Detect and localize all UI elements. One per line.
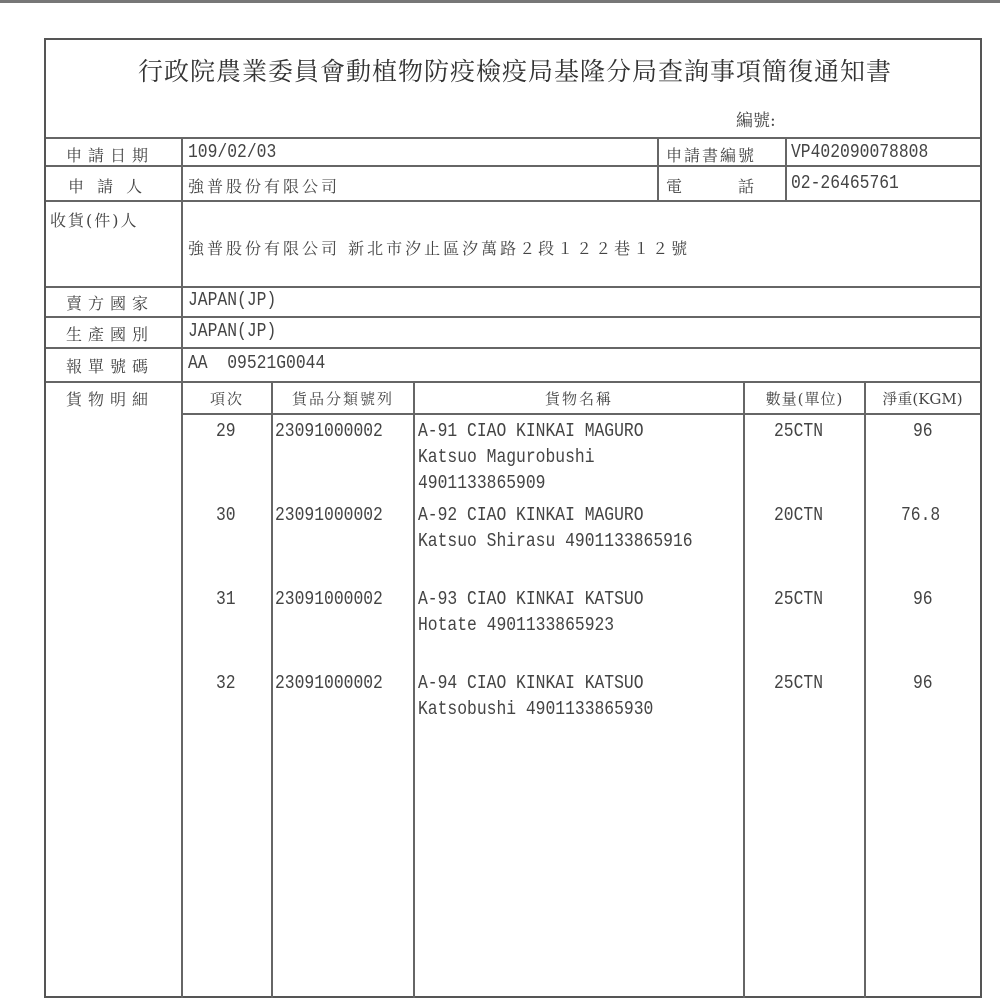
goods-name-line: Katsobushi 4901133865930 (418, 698, 654, 720)
header-quantity: 數量(單位) (765, 390, 844, 408)
applicant-value: 強普股份有限公司 (188, 177, 341, 196)
item-no: 32 (216, 672, 236, 694)
document-title: 行政院農業委員會動植物防疫檢疫局基隆分局查詢事項簡復通知書 (137, 57, 892, 86)
quantity: 25CTN (774, 672, 824, 694)
item-no: 29 (216, 420, 236, 442)
seller-country-value: JAPAN(JP) (188, 289, 277, 311)
apply-date-label: 申請日期 (66, 146, 155, 165)
divider (181, 137, 183, 998)
net-weight: 96 (913, 420, 933, 442)
header-hs-code: 貨品分類號列 (291, 390, 394, 408)
item-no: 30 (216, 504, 236, 526)
goods-name-line: 4901133865909 (418, 472, 546, 494)
origin-country-label: 生產國別 (66, 325, 155, 344)
divider (743, 381, 745, 998)
net-weight: 96 (913, 588, 933, 610)
item-no: 31 (216, 588, 236, 610)
consignee-label: 收貨(件)人 (50, 211, 139, 230)
goods-name-line: A-93 CIAO KINKAI KATSUO (418, 588, 644, 610)
goods-name-line: Katsuo Shirasu 4901133865916 (418, 530, 693, 552)
divider (46, 200, 980, 202)
phone-label: 電 話 (666, 177, 757, 196)
divider (46, 165, 980, 167)
divider (271, 381, 273, 998)
divider (413, 381, 415, 998)
divider (46, 381, 980, 383)
goods-name-line: Hotate 4901133865923 (418, 614, 615, 636)
goods-name-line: A-91 CIAO KINKAI MAGURO (418, 420, 644, 442)
goods-name-line: Katsuo Magurobushi (418, 446, 595, 468)
header-goods-name: 貨物名稱 (544, 390, 613, 408)
divider (46, 347, 980, 349)
quantity: 20CTN (774, 504, 824, 526)
hs-code: 23091000002 (275, 672, 383, 694)
header-net-weight: 淨重(KGM) (882, 390, 963, 408)
application-no-value: VP402090078808 (791, 141, 929, 163)
quantity: 25CTN (774, 420, 824, 442)
declaration-no-label: 報單號碼 (66, 357, 155, 376)
applicant-label: 申 請 人 (68, 177, 147, 196)
scan-edge (0, 0, 1000, 3)
divider (46, 137, 980, 139)
goods-name-line: A-94 CIAO KINKAI KATSUO (418, 672, 644, 694)
divider (657, 137, 659, 200)
document-number-label: 編號: (736, 111, 776, 131)
divider (46, 316, 980, 318)
phone-value: 02-26465761 (791, 172, 899, 194)
divider (785, 137, 787, 200)
quantity: 25CTN (774, 588, 824, 610)
declaration-no-value: AA 09521G0044 (188, 352, 326, 374)
notification-form (44, 38, 982, 998)
hs-code: 23091000002 (275, 420, 383, 442)
hs-code: 23091000002 (275, 504, 383, 526)
goods-detail-label: 貨物明細 (66, 390, 155, 409)
goods-name-line: A-92 CIAO KINKAI MAGURO (418, 504, 644, 526)
consignee-value: 強普股份有限公司 新北市汐止區汐萬路２段１２２巷１２號 (188, 239, 691, 258)
application-no-label: 申請書編號 (666, 146, 757, 165)
divider (46, 286, 980, 288)
hs-code: 23091000002 (275, 588, 383, 610)
seller-country-label: 賣方國家 (66, 294, 155, 313)
net-weight: 76.8 (901, 504, 941, 526)
divider (864, 381, 866, 998)
net-weight: 96 (913, 672, 933, 694)
apply-date-value: 109/02/03 (188, 141, 277, 163)
origin-country-value: JAPAN(JP) (188, 320, 277, 342)
header-item-no: 項次 (209, 390, 244, 408)
divider (182, 413, 980, 415)
